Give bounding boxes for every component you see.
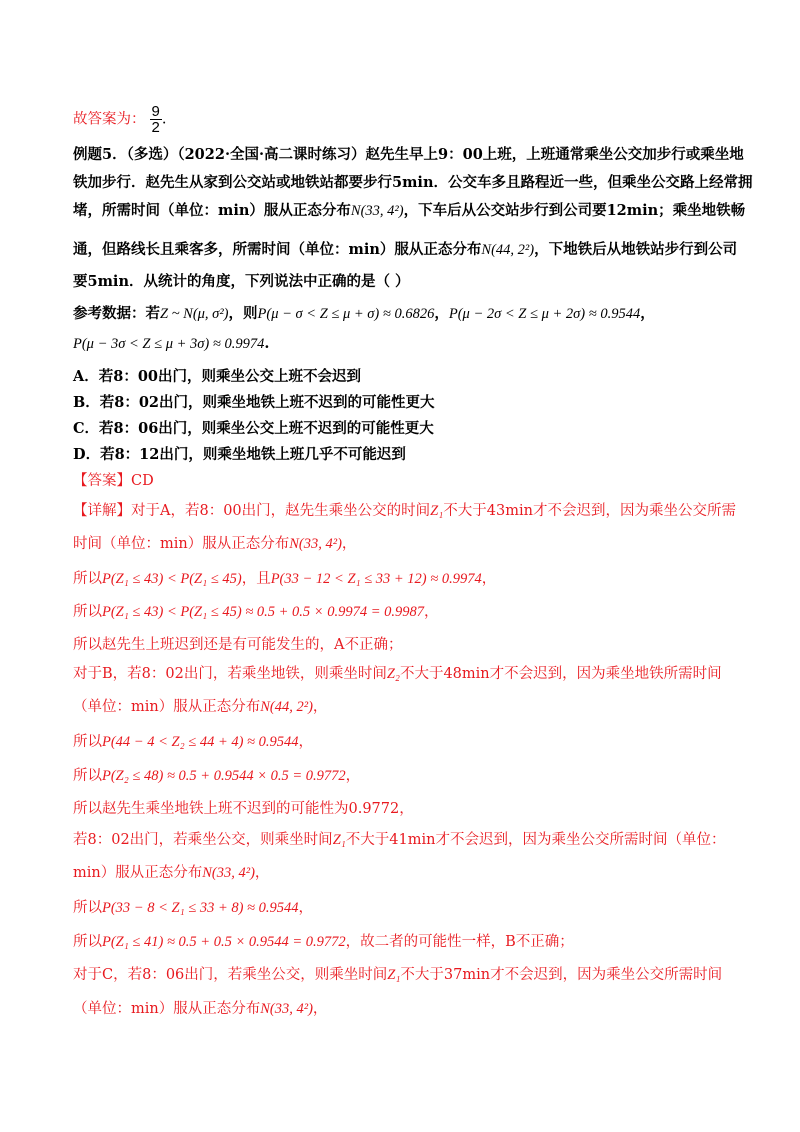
detail-text: ， xyxy=(345,768,361,784)
reference-text: ， xyxy=(434,305,449,322)
problem-text: 通，但路线长且乘客多，所需时间（单位：min）服从正态分布 xyxy=(73,241,482,258)
answer-tag: 【答案】 xyxy=(73,473,131,489)
detail-line-3 xyxy=(73,570,760,588)
fraction-denominator: 2 xyxy=(151,119,160,136)
detail-line-15 xyxy=(73,966,760,984)
reference-text: ，则 xyxy=(228,305,258,322)
math-reference-dist: Z ~ N(μ, σ²) xyxy=(160,306,229,322)
detail-line-2 xyxy=(73,535,760,553)
math-prob-compare: P(Z₁ ≤ 43) < P(Z₁ ≤ 45) xyxy=(102,571,242,587)
detail-line-13 xyxy=(73,899,760,917)
math-z1: Z₁ xyxy=(430,503,444,519)
detail-text: ， xyxy=(312,699,328,715)
problem-text: ，下地铁后从地铁站步行到公司 xyxy=(534,241,738,258)
math-prob-bus-43: P(Z₁ ≤ 43) < P(Z₁ ≤ 45) ≈ 0.5 + 0.5 × 0.9974 = 0.9987 xyxy=(102,604,425,620)
reference-text: ， xyxy=(640,305,655,322)
math-normal-bus: N(33, 4²) xyxy=(289,536,342,552)
answer-fraction xyxy=(150,104,162,135)
detail-text: ， xyxy=(298,734,314,750)
detail-text: ， xyxy=(254,865,270,881)
detail-text: 【详解】对于A，若8：00出门，赵先生乘坐公交的时间 xyxy=(73,503,431,519)
detail-line-5: 所以赵先生上班迟到还是有可能发生的，A不正确； xyxy=(73,637,403,653)
detail-text: ，故二者的可能性一样，B不正确； xyxy=(345,934,574,950)
detail-text: （单位：min）服从正态分布 xyxy=(73,699,261,715)
answer-prefix: 故答案为： xyxy=(73,111,146,128)
reference-text: . xyxy=(264,335,270,352)
detail-line-1 xyxy=(73,502,760,520)
problem-text: ，下车后从公交站步行到公司要12min；乘坐地铁畅 xyxy=(403,202,746,219)
option-b: B．若8：02出门，则乘坐地铁上班不迟到的可能性更大 xyxy=(73,394,435,411)
math-normal-bus: N(33, 4²) xyxy=(260,1001,313,1017)
math-normal-bus: N(33, 4²) xyxy=(350,203,404,219)
math-prob-subway-2sigma: P(44 − 4 < Z₂ ≤ 44 + 4) ≈ 0.9544 xyxy=(102,734,299,750)
detail-line-14 xyxy=(73,933,760,951)
problem-line-2: 铁加步行．赵先生从家到公交站或地铁站都要步行5min．公交车多且路程近一些，但乘坐公交路上经常拥 xyxy=(73,174,753,191)
detail-line-10: 所以赵先生乘坐地铁上班不迟到的可能性为0.9772， xyxy=(73,801,414,817)
detail-line-6 xyxy=(73,665,760,683)
detail-line-4 xyxy=(73,603,760,621)
detail-text: ，且 xyxy=(241,571,271,587)
detail-line-11 xyxy=(73,831,760,849)
math-prob-bus-41: P(Z₁ ≤ 41) ≈ 0.5 + 0.5 × 0.9544 = 0.9772 xyxy=(102,934,346,950)
math-z1: Z₁ xyxy=(332,832,346,848)
answer-line xyxy=(73,472,760,490)
problem-line-1: 例题5．（多选）（2022·全国·高二课时练习）赵先生早上9：00上班，上班通常乘坐公交加步行或乘坐地 xyxy=(73,146,744,163)
detail-text: ， xyxy=(481,571,497,587)
math-normal-subway: N(44, 2²) xyxy=(260,699,313,715)
option-a: A．若8：00出门，则乘坐公交上班不会迟到 xyxy=(73,368,362,385)
detail-text: 若8：02出门，若乘坐公交，则乘坐时间 xyxy=(73,832,333,848)
reference-label: 参考数据：若 xyxy=(73,305,160,322)
math-prob-3sigma: P(33 − 12 < Z₁ ≤ 33 + 12) ≈ 0.9974 xyxy=(270,571,482,587)
problem-text: 堵，所需时间（单位：min）服从正态分布 xyxy=(73,202,351,219)
math-normal-bus: N(33, 4²) xyxy=(202,865,255,881)
math-z1: Z₁ xyxy=(387,967,401,983)
answer-suffix: . xyxy=(161,111,167,128)
detail-text: 对于B，若8：02出门，若乘坐地铁，则乘坐时间 xyxy=(73,666,387,682)
detail-text: 不大于41min才不会迟到，因为乘坐公交所需时间（单位： xyxy=(345,832,726,848)
detail-line-16 xyxy=(73,1000,760,1018)
detail-text: ， xyxy=(298,900,314,916)
problem-line-3 xyxy=(73,202,760,220)
option-d: D．若8：12出门，则乘坐地铁上班几乎不可能迟到 xyxy=(73,446,406,463)
math-prob-bus-2sigma: P(33 − 8 < Z₁ ≤ 33 + 8) ≈ 0.9544 xyxy=(102,900,299,916)
math-normal-subway: N(44, 2²) xyxy=(481,242,535,258)
detail-text: 所以 xyxy=(73,768,102,784)
detail-text: 所以 xyxy=(73,900,102,916)
detail-text: 不大于43min才不会迟到，因为乘坐公交所需 xyxy=(443,503,736,519)
detail-line-12 xyxy=(73,864,760,882)
detail-line-8 xyxy=(73,733,760,751)
detail-text: 所以 xyxy=(73,734,102,750)
detail-text: 所以 xyxy=(73,934,102,950)
detail-text: 所以 xyxy=(73,571,102,587)
detail-text: （单位：min）服从正态分布 xyxy=(73,1001,261,1017)
detail-text: 不大于37min才不会迟到，因为乘坐公交所需时间 xyxy=(400,967,723,983)
detail-text: ， xyxy=(312,1001,328,1017)
detail-text: 所以 xyxy=(73,604,102,620)
detail-text: min）服从正态分布 xyxy=(73,865,203,881)
detail-line-9 xyxy=(73,767,760,785)
problem-line-4 xyxy=(73,241,760,259)
previous-answer-line xyxy=(73,103,760,136)
reference-data-line xyxy=(73,305,760,323)
math-z2: Z₂ xyxy=(386,666,400,682)
detail-text: 对于C，若8：06出门，若乘坐公交，则乘坐时间 xyxy=(73,967,388,983)
detail-text: ， xyxy=(341,536,357,552)
math-prob-subway-48: P(Z₂ ≤ 48) ≈ 0.5 + 0.9544 × 0.5 = 0.9772 xyxy=(102,768,346,784)
detail-text: 时间（单位：min）服从正态分布 xyxy=(73,536,290,552)
detail-text: 不大于48min才不会迟到，因为乘坐地铁所需时间 xyxy=(399,666,722,682)
math-reference-2sigma: P(μ − 2σ < Z ≤ μ + 2σ) ≈ 0.9544 xyxy=(448,306,641,322)
option-c: C．若8：06出门，则乘坐公交上班不迟到的可能性更大 xyxy=(73,420,434,437)
detail-line-7 xyxy=(73,698,760,716)
math-reference-1sigma: P(μ − σ < Z ≤ μ + σ) ≈ 0.6826 xyxy=(257,306,435,322)
answer-value: CD xyxy=(131,473,154,489)
reference-data-line-2 xyxy=(73,335,760,353)
math-reference-3sigma: P(μ − 3σ < Z ≤ μ + 3σ) ≈ 0.9974 xyxy=(73,336,265,352)
problem-line-5: 要5min．从统计的角度，下列说法中正确的是（ ） xyxy=(73,273,410,290)
fraction-numerator: 9 xyxy=(151,103,160,120)
detail-text: ， xyxy=(424,604,439,620)
